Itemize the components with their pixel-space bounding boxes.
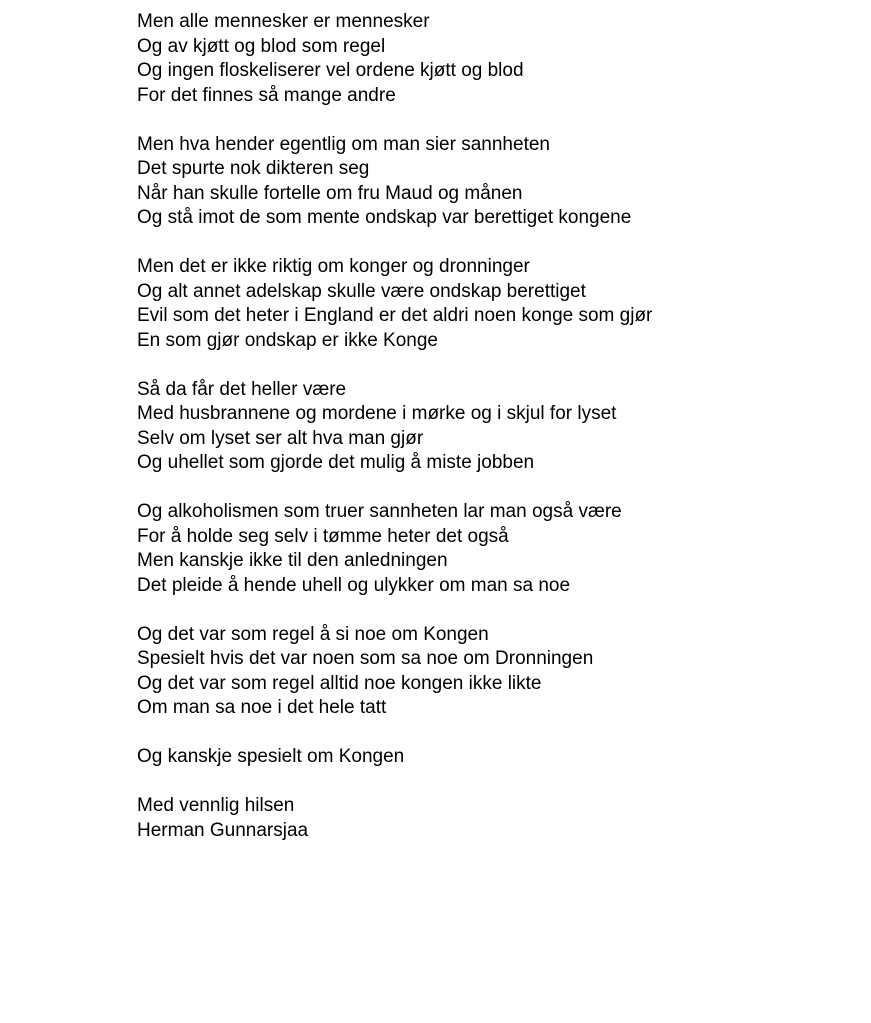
poem-line: Det spurte nok dikteren seg — [137, 158, 370, 179]
poem-line: Det pleide å hende uhell og ulykker om man sa noe — [137, 574, 571, 596]
closing-block — [137, 794, 831, 843]
poem-line: Selv om lyset ser alt hva man gjør — [137, 427, 424, 449]
poem-line: Om man sa noe i det hele tatt — [137, 697, 387, 718]
poem-line: For å holde seg selv i tømme heter det også — [137, 525, 509, 547]
stanza-5 — [137, 500, 831, 598]
closing-salutation: Med vennlig hilsen — [137, 795, 295, 816]
poem-line: En som gjør ondskap er ikke Konge — [137, 329, 438, 351]
poem-line: Men hva hender egentlig om man sier sannheten — [137, 133, 550, 155]
poem-line: For det finnes så mange andre — [137, 84, 396, 106]
poem-line: Og det var som regel å si noe om Kongen — [137, 623, 489, 645]
poem-line: Så da får det heller være — [137, 378, 347, 400]
stanza-2 — [137, 133, 831, 231]
poem-line: Og kanskje spesielt om Kongen — [137, 746, 405, 767]
poem-line: Men det er ikke riktig om konger og dronninger — [137, 256, 530, 277]
poem-line: Og det var som regel alltid noe kongen ikke likte — [137, 672, 542, 694]
closing-signature: Herman Gunnarsjaa — [137, 819, 309, 841]
poem-line: Og alt annet adelskap skulle være ondskap berettiget — [137, 280, 586, 302]
poem-line: Og stå imot de som mente ondskap var berettiget kongene — [137, 207, 632, 228]
stanza-3 — [137, 255, 831, 353]
poem-line: Spesielt hvis det var noen som sa noe om Dronningen — [137, 648, 594, 669]
poem-line: Med husbrannene og mordene i mørke og i skjul for lyset — [137, 403, 617, 424]
poem-line: Og av kjøtt og blod som regel — [137, 35, 386, 57]
stanza-1 — [137, 10, 831, 108]
stanza-4 — [137, 378, 831, 476]
poem-line: Men alle mennesker er mennesker — [137, 11, 430, 32]
stanza-7 — [137, 745, 831, 770]
poem-line: Men kanskje ikke til den anledningen — [137, 550, 448, 571]
poem-line: Evil som det heter i England er det aldri noen konge som gjør — [137, 305, 653, 326]
poem-line: Og uhellet som gjorde det mulig å miste jobben — [137, 452, 535, 473]
poem-line: Og ingen floskeliserer vel ordene kjøtt og blod — [137, 60, 524, 81]
poem-line: Og alkoholismen som truer sannheten lar man også være — [137, 501, 622, 522]
stanza-6 — [137, 623, 831, 721]
poem-line: Når han skulle fortelle om fru Maud og månen — [137, 182, 523, 204]
